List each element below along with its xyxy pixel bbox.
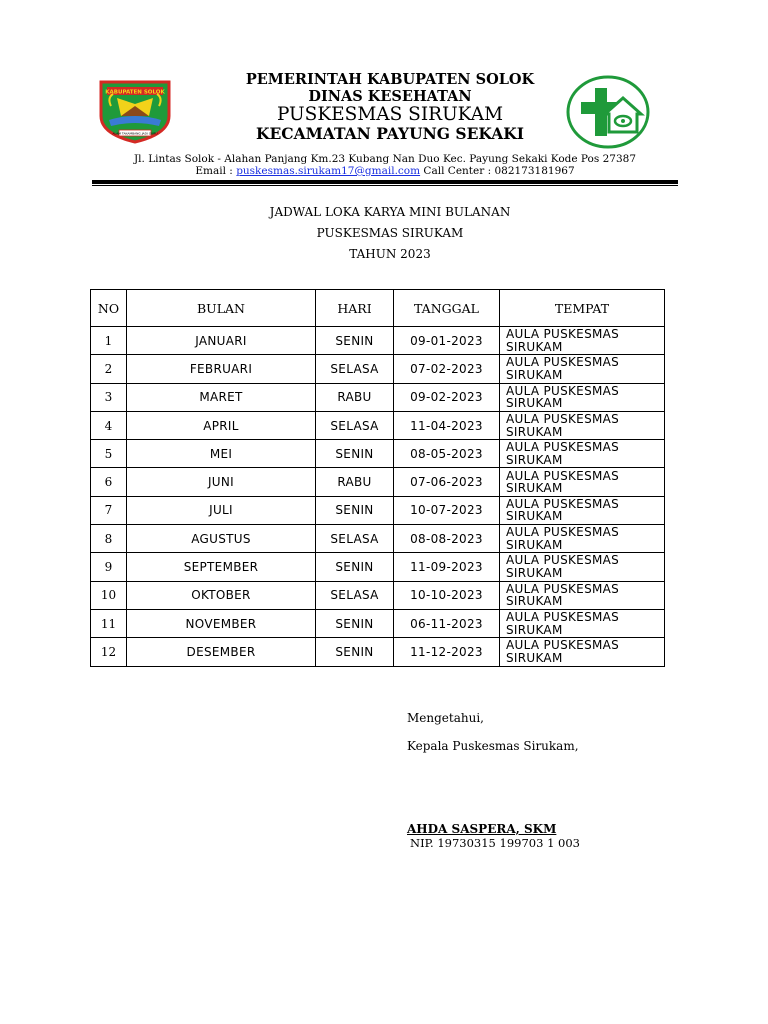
call-center: Call Center : 082173181967 xyxy=(420,165,575,177)
cell-no: 10 xyxy=(91,581,127,609)
cell-hari: SELASA xyxy=(316,525,394,553)
header-divider-thick xyxy=(92,180,678,184)
header-contact xyxy=(90,166,680,177)
cell-no: 11 xyxy=(91,609,127,637)
cell-bulan: APRIL xyxy=(127,411,316,439)
column-header-tanggal: TANGGAL xyxy=(394,290,500,327)
tempat-line-1: AULA PUSKESMAS xyxy=(506,468,620,483)
table-row xyxy=(91,411,665,439)
cell-hari: SENIN xyxy=(316,440,394,468)
cell-tempat xyxy=(500,525,665,553)
tempat-line-1: AULA PUSKESMAS xyxy=(506,327,620,342)
signature-nip: NIP. 19730315 199703 1 003 xyxy=(410,836,580,850)
schedule-table xyxy=(90,289,665,667)
cell-tanggal: 11-09-2023 xyxy=(394,553,500,581)
cell-tempat xyxy=(500,496,665,524)
cell-tempat xyxy=(500,355,665,383)
table-row xyxy=(91,581,665,609)
cell-tanggal: 09-02-2023 xyxy=(394,383,500,411)
header-district: KECAMATAN PAYUNG SEKAKI xyxy=(255,124,525,143)
cell-tempat xyxy=(500,327,665,355)
cell-hari: SENIN xyxy=(316,638,394,666)
cell-bulan: JULI xyxy=(127,496,316,524)
signature-acknowledged: Mengetahui, xyxy=(407,711,484,725)
table-row xyxy=(91,383,665,411)
column-header-no: NO xyxy=(91,290,127,327)
cell-bulan: FEBRUARI xyxy=(127,355,316,383)
column-header-hari: HARI xyxy=(316,290,394,327)
cell-bulan: MARET xyxy=(127,383,316,411)
kabupaten-solok-logo xyxy=(95,76,175,144)
cell-hari: SELASA xyxy=(316,581,394,609)
table-header-row xyxy=(91,290,665,327)
tempat-line-2: SIRUKAM xyxy=(506,367,563,382)
document-subtitle: PUSKESMAS SIRUKAM xyxy=(316,226,464,240)
tempat-line-1: AULA PUSKESMAS xyxy=(506,496,620,511)
cell-tanggal: 08-08-2023 xyxy=(394,525,500,553)
header-puskesmas: PUSKESMAS SIRUKAM xyxy=(276,104,504,125)
cell-tempat xyxy=(500,468,665,496)
cell-no: 9 xyxy=(91,553,127,581)
header-government: PEMERINTAH KABUPATEN SOLOK xyxy=(245,71,535,88)
table-row xyxy=(91,355,665,383)
cell-bulan: MEI xyxy=(127,440,316,468)
header-department: DINAS KESEHATAN xyxy=(308,88,472,105)
tempat-line-2: SIRUKAM xyxy=(506,594,563,609)
tempat-line-1: AULA PUSKESMAS xyxy=(506,355,620,370)
cell-hari: SENIN xyxy=(316,327,394,355)
cell-tempat xyxy=(500,638,665,666)
table-row xyxy=(91,609,665,637)
svg-text:ALAM TAKAMBANG JADI GURU: ALAM TAKAMBANG JADI GURU xyxy=(112,131,158,136)
cell-tanggal: 07-02-2023 xyxy=(394,355,500,383)
cell-bulan: AGUSTUS xyxy=(127,525,316,553)
tempat-line-2: SIRUKAM xyxy=(506,396,563,411)
tempat-line-2: SIRUKAM xyxy=(506,537,563,552)
table-row xyxy=(91,468,665,496)
cell-no: 6 xyxy=(91,468,127,496)
svg-text:KABUPATEN SOLOK: KABUPATEN SOLOK xyxy=(105,89,165,96)
cell-tempat xyxy=(500,440,665,468)
signature-position: Kepala Puskesmas Sirukam, xyxy=(407,739,579,753)
table-row xyxy=(91,496,665,524)
header-address: Jl. Lintas Solok - Alahan Panjang Km.23 Kubang Nan Duo Kec. Payung Sekaki Kode Pos 27387 xyxy=(133,153,637,165)
tempat-line-1: AULA PUSKESMAS xyxy=(506,638,620,653)
cell-tempat xyxy=(500,609,665,637)
tempat-line-1: AULA PUSKESMAS xyxy=(506,411,620,426)
cell-no: 1 xyxy=(91,327,127,355)
tempat-line-1: AULA PUSKESMAS xyxy=(506,610,620,625)
cell-bulan: OKTOBER xyxy=(127,581,316,609)
tempat-line-2: SIRUKAM xyxy=(506,622,563,637)
tempat-line-2: SIRUKAM xyxy=(506,650,563,665)
cell-hari: RABU xyxy=(316,468,394,496)
tempat-line-1: AULA PUSKESMAS xyxy=(506,440,620,455)
cell-tanggal: 06-11-2023 xyxy=(394,609,500,637)
table-row xyxy=(91,638,665,666)
tempat-line-2: SIRUKAM xyxy=(506,481,563,496)
column-header-bulan: BULAN xyxy=(127,290,316,327)
cell-tanggal: 08-05-2023 xyxy=(394,440,500,468)
email-link[interactable]: puskesmas.sirukam17@gmail.com xyxy=(236,165,421,177)
tempat-line-2: SIRUKAM xyxy=(506,339,563,354)
cell-no: 8 xyxy=(91,525,127,553)
cell-hari: SENIN xyxy=(316,496,394,524)
cell-no: 7 xyxy=(91,496,127,524)
tempat-line-2: SIRUKAM xyxy=(506,509,563,524)
tempat-line-1: AULA PUSKESMAS xyxy=(506,525,620,540)
cell-tanggal: 09-01-2023 xyxy=(394,327,500,355)
cell-tempat xyxy=(500,553,665,581)
cell-no: 4 xyxy=(91,411,127,439)
tempat-line-2: SIRUKAM xyxy=(506,452,563,467)
signature-name: AHDA SASPERA, SKM xyxy=(407,822,557,836)
cell-no: 3 xyxy=(91,383,127,411)
table-row xyxy=(91,525,665,553)
cell-tempat xyxy=(500,581,665,609)
email-label: Email : xyxy=(195,165,237,177)
cell-no: 2 xyxy=(91,355,127,383)
cell-hari: SELASA xyxy=(316,355,394,383)
cell-tempat xyxy=(500,411,665,439)
cell-hari: RABU xyxy=(316,383,394,411)
cell-tanggal: 11-12-2023 xyxy=(394,638,500,666)
cell-hari: SENIN xyxy=(316,553,394,581)
cell-bulan: DESEMBER xyxy=(127,638,316,666)
cell-no: 5 xyxy=(91,440,127,468)
column-header-tempat: TEMPAT xyxy=(500,290,665,327)
tempat-line-1: AULA PUSKESMAS xyxy=(506,383,620,398)
tempat-line-1: AULA PUSKESMAS xyxy=(506,581,620,596)
header-divider-thin xyxy=(92,185,678,186)
cell-no: 12 xyxy=(91,638,127,666)
cell-tanggal: 07-06-2023 xyxy=(394,468,500,496)
cell-bulan: NOVEMBER xyxy=(127,609,316,637)
cell-tanggal: 10-10-2023 xyxy=(394,581,500,609)
cell-tanggal: 10-07-2023 xyxy=(394,496,500,524)
document-year: TAHUN 2023 xyxy=(349,247,431,261)
cell-hari: SELASA xyxy=(316,411,394,439)
cell-hari: SENIN xyxy=(316,609,394,637)
table-row xyxy=(91,327,665,355)
table-row xyxy=(91,553,665,581)
cell-tempat xyxy=(500,383,665,411)
tempat-line-1: AULA PUSKESMAS xyxy=(506,553,620,568)
tempat-line-2: SIRUKAM xyxy=(506,424,563,439)
cell-bulan: JANUARI xyxy=(127,327,316,355)
document-title: JADWAL LOKA KARYA MINI BULANAN xyxy=(269,205,511,219)
cell-bulan: SEPTEMBER xyxy=(127,553,316,581)
table-row xyxy=(91,440,665,468)
cell-bulan: JUNI xyxy=(127,468,316,496)
cell-tanggal: 11-04-2023 xyxy=(394,411,500,439)
tempat-line-2: SIRUKAM xyxy=(506,566,563,581)
